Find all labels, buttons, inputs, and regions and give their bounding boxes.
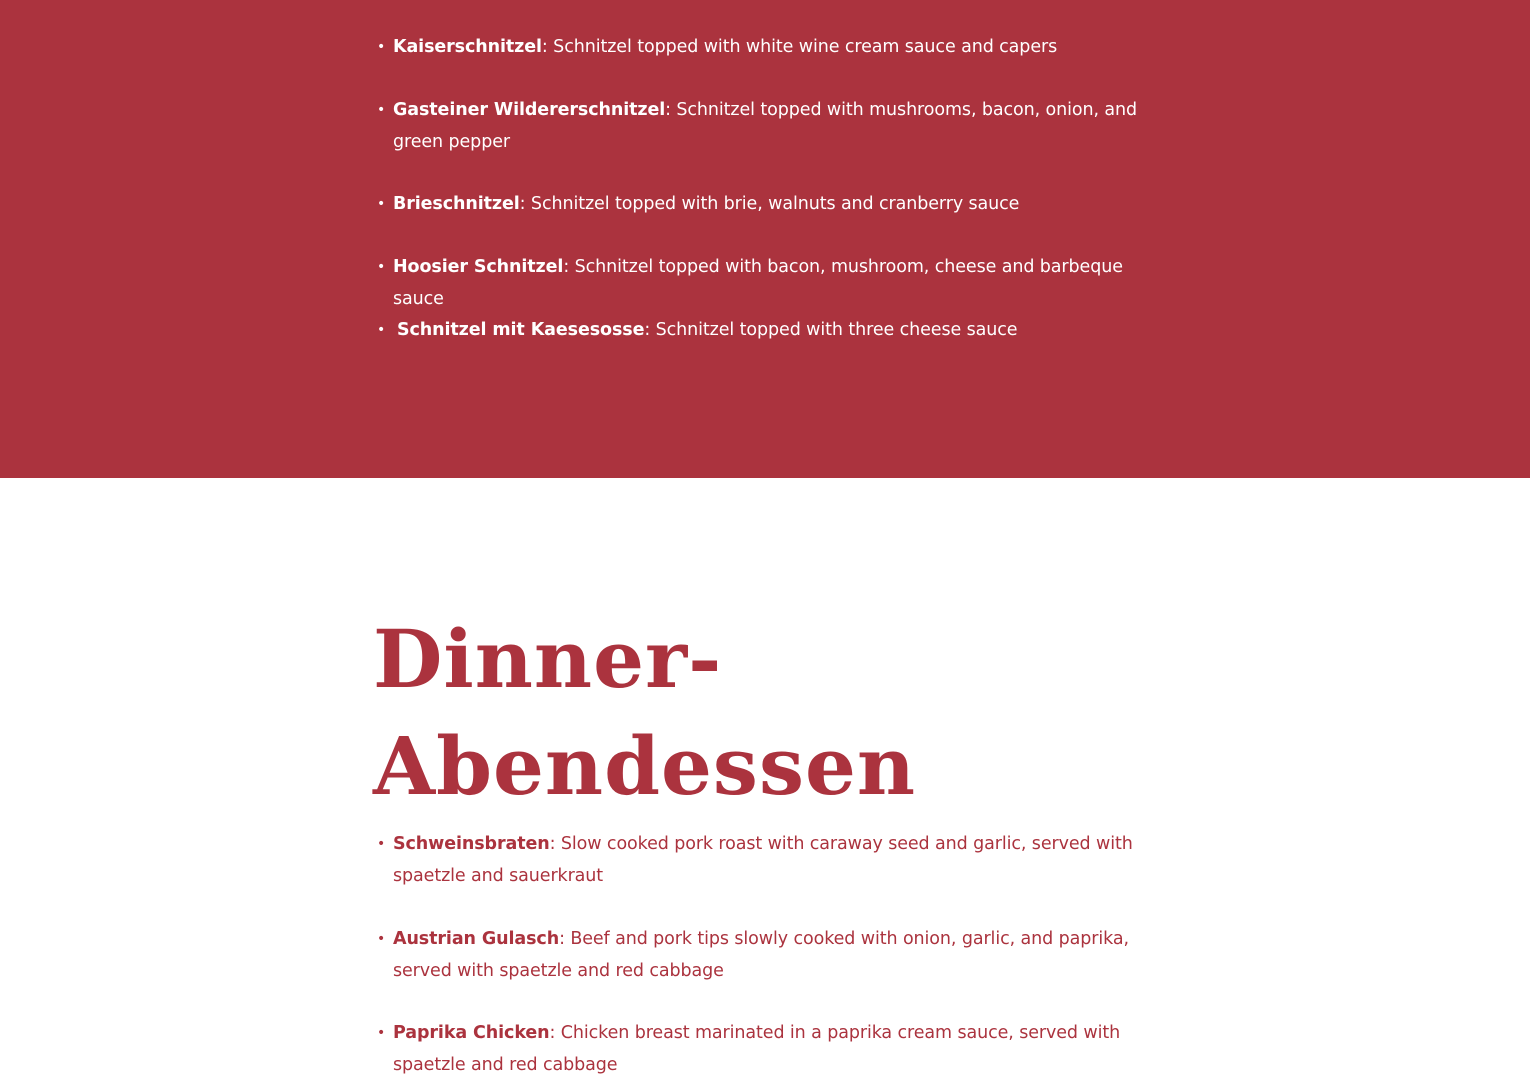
bullet-icon: •	[377, 931, 386, 947]
bullet-icon: •	[377, 102, 386, 118]
menu-item-name: Hoosier Schnitzel	[393, 257, 564, 277]
menu-item-description: : Schnitzel topped with three cheese sauce	[644, 320, 1018, 340]
menu-item-description: : Schnitzel topped with bacon, mushroom, cheese and barbeque sauce	[393, 257, 1123, 309]
menu-item-name: Gasteiner Wildererschnitzel	[393, 100, 666, 120]
schnitzel-section	[0, 0, 1530, 478]
menu-item-description: : Schnitzel topped with mushrooms, bacon, onion, and green pepper	[393, 100, 1138, 152]
menu-item-description: : Schnitzel topped with brie, walnuts and cranberry sauce	[519, 194, 1020, 214]
menu-item-schnitzel-mit-kaesesosse	[377, 315, 1017, 347]
menu-item-paprika-chicken	[377, 1018, 1167, 1081]
bullet-icon: •	[377, 836, 386, 852]
bullet-icon: •	[377, 1025, 386, 1041]
menu-item-name: Brieschnitzel	[393, 194, 520, 214]
bullet-icon: •	[377, 259, 386, 275]
menu-item-name: Austrian Gulasch	[393, 929, 560, 949]
section-title-line-1: Dinner-	[373, 612, 723, 706]
menu-item-description: : Chicken breast marinated in a paprika cream sauce, served with spaetzle and red cabbage	[393, 1023, 1121, 1075]
dinner-section	[0, 478, 1530, 1083]
menu-item-name: Kaiserschnitzel	[393, 37, 542, 57]
section-title-line-2: Abendessen	[373, 719, 917, 813]
menu-item-kaiserschnitzel	[377, 32, 1057, 64]
bullet-icon: •	[377, 39, 386, 55]
section-title	[373, 606, 916, 820]
menu-item-schweinsbraten	[377, 829, 1167, 892]
menu-item-gasteiner-wildererschnitzel	[377, 95, 1167, 158]
menu-item-description: : Beef and pork tips slowly cooked with onion, garlic, and paprika, served with spaetzle and red cabbage	[393, 929, 1129, 981]
menu-item-brieschnitzel	[377, 189, 1019, 221]
menu-item-name: Schweinsbraten	[393, 834, 550, 854]
menu-item-austrian-gulasch	[377, 924, 1167, 987]
menu-item-hoosier-schnitzel	[377, 252, 1167, 315]
menu-item-name: Paprika Chicken	[393, 1023, 550, 1043]
menu-item-description: : Schnitzel topped with white wine cream sauce and capers	[541, 37, 1058, 57]
menu-item-name: Schnitzel mit Kaesesosse	[397, 320, 645, 340]
bullet-icon: •	[377, 196, 386, 212]
bullet-icon: •	[377, 322, 386, 338]
menu-item-description: : Slow cooked pork roast with caraway seed and garlic, served with spaetzle and sauerkraut	[393, 834, 1133, 886]
